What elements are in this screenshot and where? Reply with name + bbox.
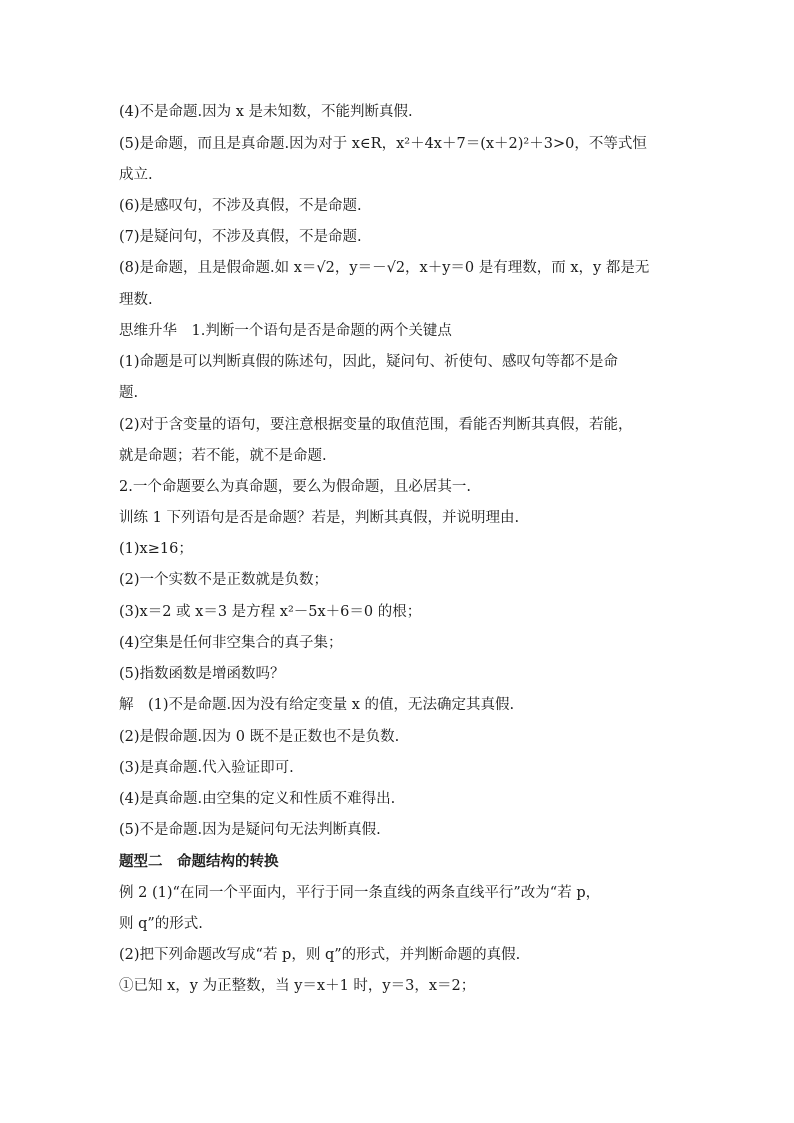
text-line: (5)指数函数是增函数吗？ [119,666,285,682]
text-line: (5)不是命题.因为是疑问句无法判断真假. [119,822,381,838]
text-line: 题. [119,385,139,401]
text-line: 则 q”的形式. [119,916,203,932]
text-line: (4)空集是任何非空集合的真子集； [119,635,343,651]
text-line: (3)x＝2 或 x＝3 是方程 x²－5x＋6＝0 的根； [119,604,422,620]
text-line: (8)是命题，且是假命题.如 x＝√2，y＝－√2，x＋y＝0 是有理数，而 x，y 都是无 [119,260,650,276]
text-line: 2.一个命题要么为真命题，要么为假命题，且必居其一. [119,479,471,495]
text-line: ①已知 x，y 为正整数，当 y＝x＋1 时，y＝3，x＝2； [119,978,476,994]
text-line: (6)是感叹句，不涉及真假，不是命题. [119,198,362,214]
text-line: (5)是命题，而且是真命题.因为对于 x∈R，x²＋4x＋7＝(x＋2)²＋3>0，不等式恒 [119,136,647,152]
text-line: (1)x≥16； [119,541,193,557]
text-line: (2)是假命题.因为 0 既不是正数也不是负数. [119,729,400,745]
text-line: (7)是疑问句，不涉及真假，不是命题. [119,229,362,245]
text-line: (2)把下列命题改写成“若 p，则 q”的形式，并判断命题的真假. [119,947,521,963]
text-line: (3)是真命题.代入验证即可. [119,760,294,776]
text-line: (2)一个实数不是正数就是负数； [119,572,329,588]
text-line: (4)不是命题.因为 x 是未知数，不能判断真假. [119,104,413,120]
text-line: 就是命题；若不能，就不是命题. [119,448,327,464]
solution-line: 解 (1)不是命题.因为没有给定变量 x 的值，无法确定其真假. [119,697,515,713]
section-heading: 题型二 命题结构的转换 [119,853,279,870]
exercise-heading: 训练 1 下列语句是否是命题？若是，判断其真假，并说明理由. [119,510,520,526]
text-line: (2)对于含变量的语句，要注意根据变量的取值范围，看能否判断其真假，若能， [119,417,633,433]
text-line: 成立. [119,167,153,183]
example-heading: 例 2 (1)“在同一个平面内，平行于同一条直线的两条直线平行”改为“若 p， [119,885,601,901]
text-line: (4)是真命题.由空集的定义和性质不难得出. [119,791,396,807]
text-line: 理数. [119,292,153,308]
section-heading: 思维升华 1.判断一个语句是否是命题的两个关键点 [119,323,452,339]
text-line: (1)命题是可以判断真假的陈述句，因此，疑问句、祈使句、感叹句等都不是命 [119,354,619,370]
